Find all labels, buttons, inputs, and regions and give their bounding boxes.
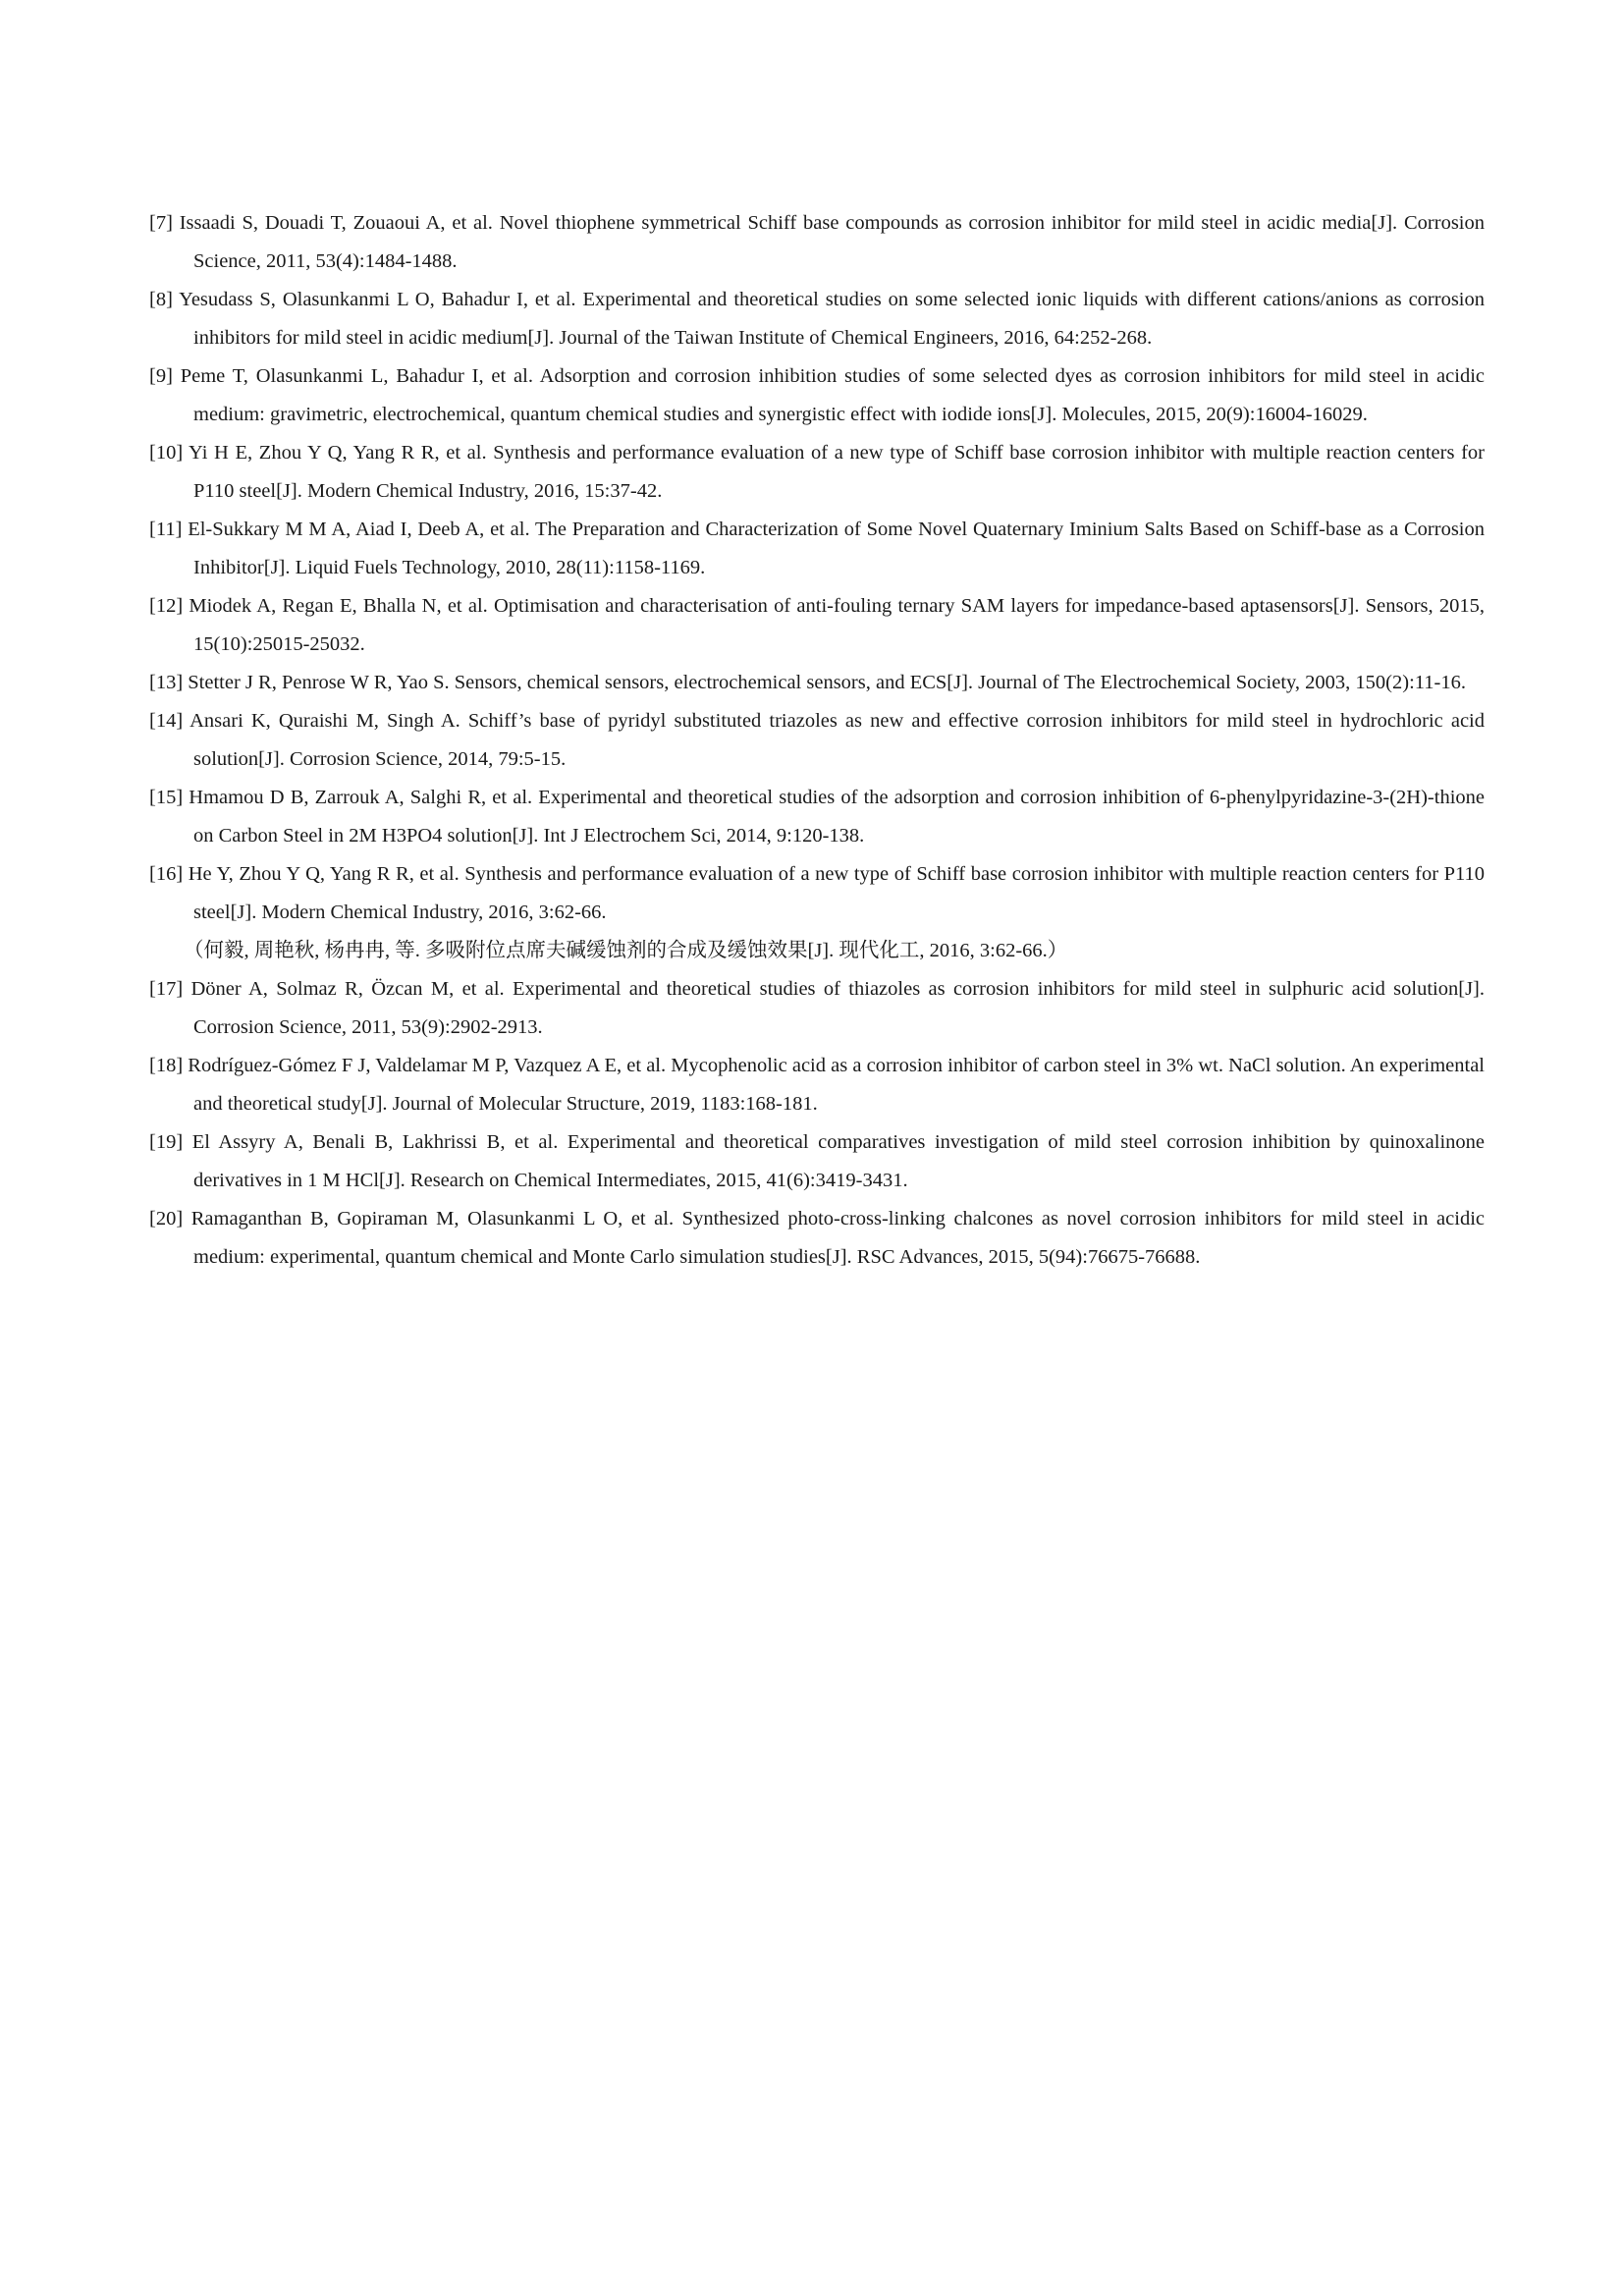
- reference-item-20: [20] Ramaganthan B, Gopiraman M, Olasunkanmi L O, et al. Synthesized photo-cross-linking chalcones as novel corrosion inhibitors for mild steel in acidic medium: experimental, quantum chemical and Monte Carlo simulation studies[J]. RSC Advances, 2015, 5(94):76675-76688.: [149, 1208, 1485, 1268]
- reference-item-16: [16] He Y, Zhou Y Q, Yang R R, et al. Synthesis and performance evaluation of a new type of Schiff base corrosion inhibitor with multiple reaction centers for P110 steel[J]. Modern Chemical Industry, 2016, 3:62-66.: [149, 863, 1485, 923]
- reference-list: [149, 204, 1485, 1277]
- reference-item-9: [9] Peme T, Olasunkanmi L, Bahadur I, et al. Adsorption and corrosion inhibition studies of some selected dyes as corrosion inhibitors for mild steel in acidic medium: gravimetric, electrochemical, quantum chemical studies and synergistic effect with iodide ions[J]. Molecules, 2015, 20(9):16004-16029.: [149, 365, 1485, 425]
- reference-item-15: [15] Hmamou D B, Zarrouk A, Salghi R, et al. Experimental and theoretical studies of the adsorption and corrosion inhibition of 6-phenylpyridazine-3-(2H)-thione on Carbon Steel in 2M H3PO4 solution[J]. Int J Electrochem Sci, 2014, 9:120-138.: [149, 787, 1485, 847]
- reference-item-17: [17] Döner A, Solmaz R, Özcan M, et al. Experimental and theoretical studies of thiazoles as corrosion inhibitors for mild steel in sulphuric acid solution[J]. Corrosion Science, 2011, 53(9):2902-2913.: [149, 978, 1485, 1038]
- reference-item-14: [14] Ansari K, Quraishi M, Singh A. Schiff’s base of pyridyl substituted triazoles as new and effective corrosion inhibitors for mild steel in hydrochloric acid solution[J]. Corrosion Science, 2014, 79:5-15.: [149, 710, 1485, 770]
- reference-item-19: [19] El Assyry A, Benali B, Lakhrissi B, et al. Experimental and theoretical comparatives investigation of mild steel corrosion inhibition by quinoxalinone derivatives in 1 M HCl[J]. Research on Chemical Intermediates, 2015, 41(6):3419-3431.: [149, 1131, 1485, 1191]
- reference-item-8: [8] Yesudass S, Olasunkanmi L O, Bahadur I, et al. Experimental and theoretical studies on some selected ionic liquids with different cations/anions as corrosion inhibitors for mild steel in acidic medium[J]. Journal of the Taiwan Institute of Chemical Engineers, 2016, 64:252-268.: [149, 289, 1485, 349]
- reference-item-18: [18] Rodríguez-Gómez F J, Valdelamar M P, Vazquez A E, et al. Mycophenolic acid as a corrosion inhibitor of carbon steel in 3% wt. NaCl solution. An experimental and theoretical study[J]. Journal of Molecular Structure, 2019, 1183:168-181.: [149, 1055, 1485, 1115]
- reference-item-10: [10] Yi H E, Zhou Y Q, Yang R R, et al. Synthesis and performance evaluation of a new type of Schiff base corrosion inhibitor with multiple reaction centers for P110 steel[J]. Modern Chemical Industry, 2016, 15:37-42.: [149, 442, 1485, 502]
- reference-item-11: [11] El-Sukkary M M A, Aiad I, Deeb A, et al. The Preparation and Characterization of Some Novel Quaternary Iminium Salts Based on Schiff-base as a Corrosion Inhibitor[J]. Liquid Fuels Technology, 2010, 28(11):1158-1169.: [149, 519, 1485, 578]
- reference-item-16-chinese-note: （何毅, 周艳秋, 杨冉冉, 等. 多吸附位点席夫碱缓蚀剂的合成及缓蚀效果[J]. 现代化工, 2016, 3:62-66.）: [184, 940, 1068, 961]
- reference-item-13: [13] Stetter J R, Penrose W R, Yao S. Sensors, chemical sensors, electrochemical sensors, and ECS[J]. Journal of The Electrochemical Society, 2003, 150(2):11-16.: [149, 672, 1466, 693]
- reference-item-12: [12] Miodek A, Regan E, Bhalla N, et al. Optimisation and characterisation of anti-fouling ternary SAM layers for impedance-based aptasensors[J]. Sensors, 2015, 15(10):25015-25032.: [149, 595, 1485, 655]
- reference-item-7: [7] Issaadi S, Douadi T, Zouaoui A, et al. Novel thiophene symmetrical Schiff base compounds as corrosion inhibitor for mild steel in acidic media[J]. Corrosion Science, 2011, 53(4):1484-1488.: [149, 212, 1485, 272]
